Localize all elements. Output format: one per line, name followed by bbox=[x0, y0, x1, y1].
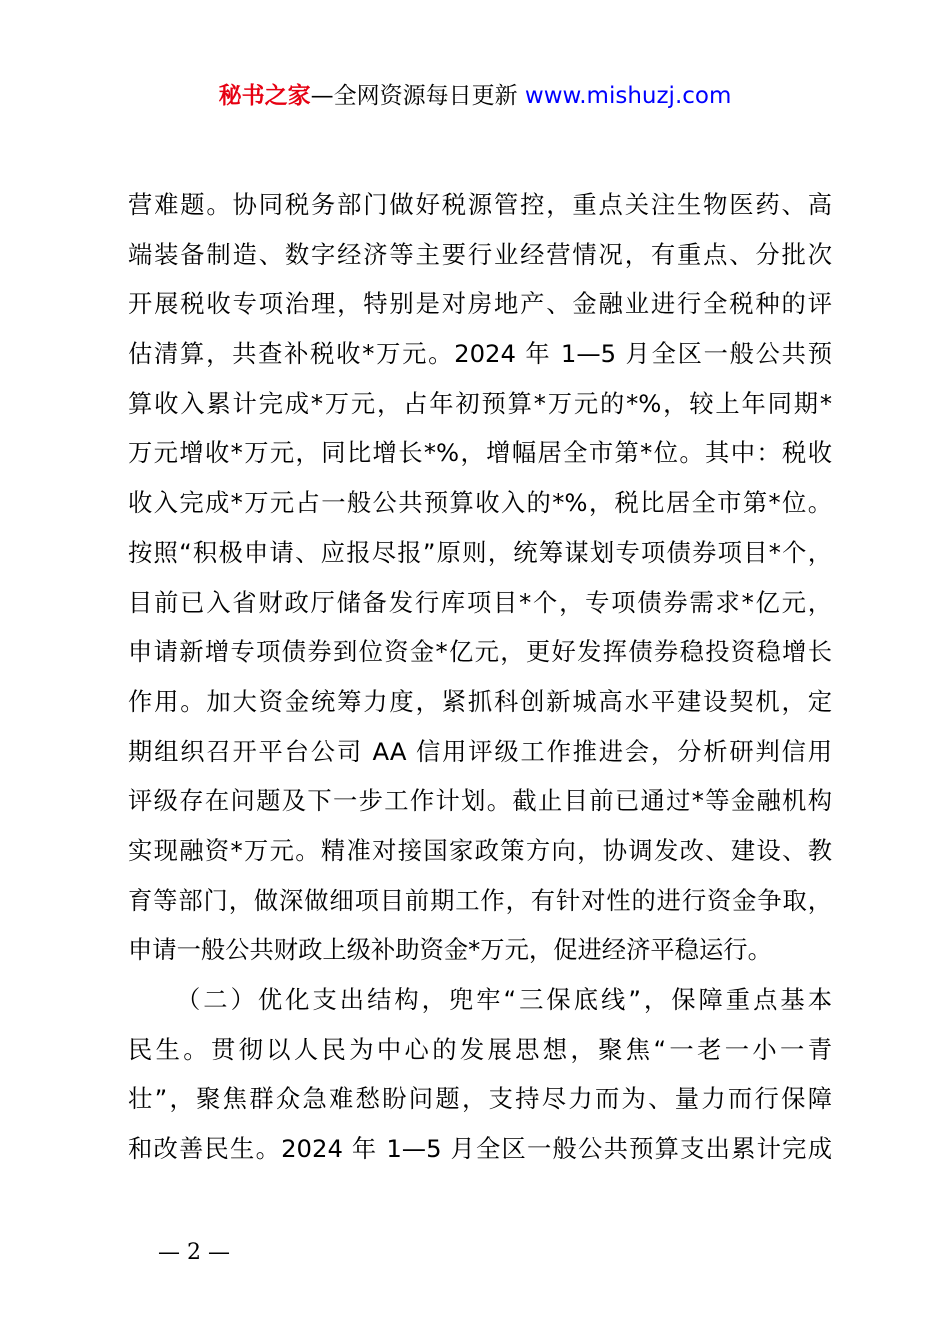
body-line: 万元增收*万元，同比增长*%，增幅居全市第*位。其中：税收 bbox=[128, 438, 832, 468]
body-line: 算收入累计完成*万元，占年初预算*万元的*%，较上年同期* bbox=[128, 388, 832, 418]
page-header bbox=[0, 80, 950, 112]
body-line: 收入完成*万元占一般公共预算收入的*%，税比居全市第*位。 bbox=[128, 488, 832, 518]
body-line: 估清算，共查补税收*万元。2024 年 1—5 月全区一般公共预 bbox=[128, 339, 832, 369]
body-line: 民生。贯彻以人民为中心的发展思想，聚焦“一老一小一青 bbox=[128, 1034, 832, 1064]
body-line: 实现融资*万元。精准对接国家政策方向，协调发改、建设、教 bbox=[128, 835, 832, 865]
document-body bbox=[128, 180, 832, 1174]
body-line: 目前已入省财政厅储备发行库项目*个，专项债券需求*亿元， bbox=[128, 587, 832, 617]
header-tagline: —全网资源每日更新 bbox=[310, 83, 518, 109]
body-line: 申请一般公共财政上级补助资金*万元，促进经济平稳运行。 bbox=[128, 935, 772, 965]
body-line: 申请新增专项债券到位资金*亿元，更好发挥债券稳投资稳增长 bbox=[128, 637, 832, 667]
body-line: 育等部门，做深做细项目前期工作，有针对性的进行资金争取， bbox=[128, 885, 832, 915]
body-line: 期组织召开平台公司 AA 信用评级工作推进会，分析研判信用 bbox=[128, 736, 832, 766]
body-line: 开展税收专项治理，特别是对房地产、金融业进行全税种的评 bbox=[128, 289, 832, 319]
page-number: — 2 — bbox=[158, 1240, 230, 1265]
body-line: 作用。加大资金统筹力度，紧抓科创新城高水平建设契机，定 bbox=[128, 686, 832, 716]
body-line: 按照“积极申请、应报尽报”原则，统筹谋划专项债券项目*个， bbox=[128, 537, 832, 567]
site-url-link[interactable]: www.mishuzj.com bbox=[524, 83, 732, 109]
body-line: 营难题。协同税务部门做好税源管控，重点关注生物医药、高 bbox=[128, 190, 832, 219]
brand-name: 秘书之家 bbox=[218, 83, 311, 109]
body-line: 和改善民生。2024 年 1—5 月全区一般公共预算支出累计完成 bbox=[128, 1134, 832, 1164]
body-line: 端装备制造、数字经济等主要行业经营情况，有重点、分批次 bbox=[128, 239, 832, 269]
body-line: 壮”，聚焦群众急难愁盼问题，支持尽力而为、量力而行保障 bbox=[128, 1084, 832, 1114]
body-line: 评级存在问题及下一步工作计划。截止目前已通过*等金融机构 bbox=[128, 786, 832, 816]
section-heading-line: （二）优化支出结构，兜牢“三保底线”，保障重点基本 bbox=[176, 985, 832, 1014]
